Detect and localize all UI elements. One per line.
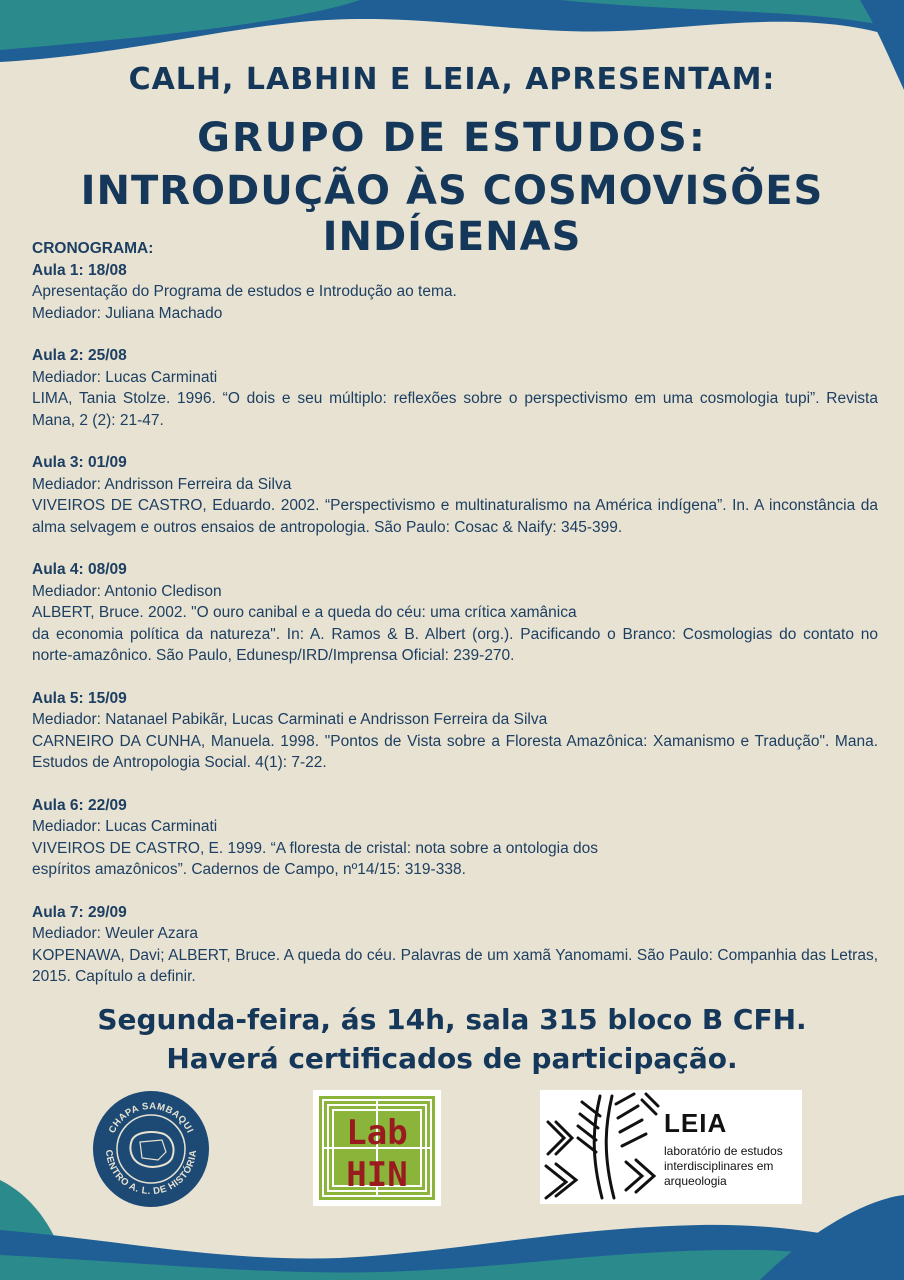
session-line: Apresentação do Programa de estudos e Introdução ao tema. bbox=[32, 283, 457, 300]
leia-name: LEIA bbox=[664, 1108, 728, 1138]
title-line-1: GRUPO DE ESTUDOS: bbox=[197, 115, 707, 161]
certificate-note: Haverá certificados de participação. bbox=[166, 1042, 738, 1075]
schedule-title: CRONOGRAMA: bbox=[32, 240, 154, 257]
session-line: Mediador: Lucas Carminati bbox=[32, 368, 218, 386]
session-3 bbox=[32, 452, 878, 538]
session-heading: Aula 1: 18/08 bbox=[32, 261, 127, 279]
session-4 bbox=[32, 559, 878, 667]
session-heading: Aula 4: 08/09 bbox=[32, 561, 127, 578]
session-heading: Aula 6: 22/09 bbox=[32, 796, 127, 814]
labhin-logo bbox=[313, 1090, 441, 1206]
calh-top-text: CHAPA SAMBAQUI bbox=[106, 1100, 196, 1136]
session-line: Mediador: Natanael Pabikãr, Lucas Carminati e Andrisson Ferreira da Silva bbox=[32, 711, 548, 728]
session-6 bbox=[32, 795, 878, 881]
session-heading: Aula 7: 29/09 bbox=[32, 903, 127, 921]
session-line: Mediador: Weuler Azara bbox=[32, 925, 198, 942]
session-5 bbox=[32, 688, 878, 774]
calh-bottom-text: CENTRO A. L. DE HISTÓRIA bbox=[102, 1149, 200, 1198]
session-7 bbox=[32, 902, 878, 988]
session-heading: Aula 2: 25/08 bbox=[32, 347, 127, 364]
session-line: CARNEIRO DA CUNHA, Manuela. 1998. "Pontos de Vista sobre a Floresta Amazônica: Xamanismo e Tradução". Mana. Estudos de Antropologia Social. 4(1): 7-22. bbox=[32, 732, 878, 771]
session-line: KOPENAWA, Davi; ALBERT, Bruce. A queda do céu. Palavras de um xamã Yanomami. São Paulo: Companhia das Letras, 2015. Capítulo a definir. bbox=[32, 946, 878, 985]
labhin-text-1: Lab bbox=[346, 1113, 408, 1153]
session-line: da economia política da natureza". In: A. Ramos & B. Albert (org.). Pacificando o Branco: Cosmologias do contato no norte-amazônico. São Paulo, Edunesp/IRD/Imprensa Oficial: 239-270. bbox=[32, 625, 878, 664]
leia-logo bbox=[540, 1090, 802, 1204]
session-line: Mediador: Juliana Machado bbox=[32, 304, 223, 322]
session-line: Mediador: Andrisson Ferreira da Silva bbox=[32, 475, 292, 493]
session-line: VIVEIROS DE CASTRO, E. 1999. “A floresta de cristal: nota sobre a ontologia dos bbox=[32, 839, 599, 857]
session-1 bbox=[32, 260, 878, 325]
session-line: VIVEIROS DE CASTRO, Eduardo. 2002. “Perspectivismo e multinaturalismo na América indígena”. In. A inconstância da alma selvagem e outros ensaios de antropologia. São Paulo: Cosac & Naify: 345-399. bbox=[32, 497, 878, 536]
calh-logo bbox=[92, 1090, 210, 1208]
session-line: LIMA, Tania Stolze. 1996. “O dois e seu múltiplo: reflexões sobre o perspectivismo em uma cosmologia tupi”. Revista Mana, 2 (2): 21-47. bbox=[32, 390, 878, 429]
session-line: Mediador: Lucas Carminati bbox=[32, 818, 218, 835]
leia-subtitle: laboratório de estudos interdisciplinares em arqueologia bbox=[664, 1144, 783, 1188]
leia-pattern-icon bbox=[542, 1092, 660, 1202]
session-heading: Aula 3: 01/09 bbox=[32, 454, 127, 471]
session-heading: Aula 5: 15/09 bbox=[32, 689, 127, 707]
presents-line: CALH, LABHIN E LEIA, APRESENTAM: bbox=[128, 62, 776, 97]
labhin-text-2: HIN bbox=[346, 1155, 408, 1195]
schedule bbox=[32, 238, 878, 1009]
schedule-info: Segunda-feira, ás 14h, sala 315 bloco B CFH. bbox=[97, 1003, 807, 1036]
session-line: ALBERT, Bruce. 2002. "O ouro canibal e a queda do céu: uma crítica xamânica bbox=[32, 604, 577, 621]
title-line-2: INTRODUÇÃO ÀS COSMOVISÕES INDÍGENAS bbox=[80, 168, 824, 260]
session-line: espíritos amazônicos”. Cadernos de Campo, nº14/15: 319-338. bbox=[32, 861, 466, 878]
session-2 bbox=[32, 345, 878, 431]
session-line: Mediador: Antonio Cledison bbox=[32, 582, 222, 600]
